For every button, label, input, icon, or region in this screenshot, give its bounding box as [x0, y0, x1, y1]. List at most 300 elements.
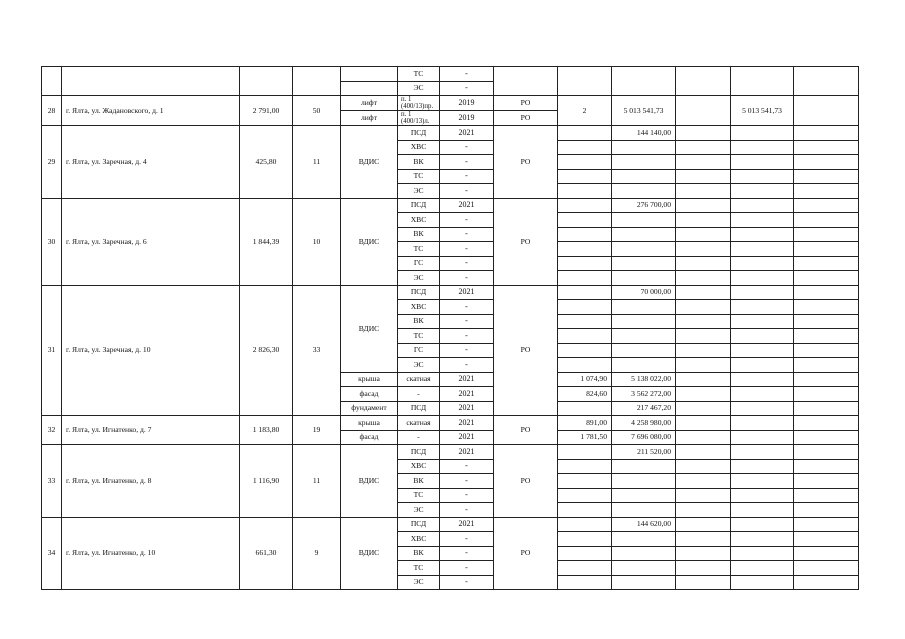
funding-col-2 [731, 155, 794, 170]
funding-col-1 [676, 416, 731, 431]
work-volume [558, 546, 612, 561]
work-year: 2021 [440, 198, 494, 213]
house-address: г. Ялта, ул. Игнатенко, д. 8 [62, 445, 240, 518]
work-volume [558, 561, 612, 576]
funding-col-2 [731, 474, 794, 489]
funding-col-1 [676, 213, 731, 228]
work-cost: 211 520,00 [612, 445, 676, 460]
work-cost [612, 561, 676, 576]
funding-col-3 [794, 445, 859, 460]
work-year: - [440, 140, 494, 155]
work-volume [558, 198, 612, 213]
funding-col-1 [676, 575, 731, 590]
work-cost: 5 138 022,00 [612, 372, 676, 387]
work-subtype: ЭС [398, 575, 440, 590]
funding-col-2 [731, 184, 794, 199]
work-cost [612, 343, 676, 358]
work-volume [558, 358, 612, 373]
house-residents [293, 67, 341, 96]
work-year: - [440, 67, 494, 82]
house-residents: 19 [293, 416, 341, 445]
work-subtype: ЭС [398, 358, 440, 373]
work-subtype: ПСД [398, 401, 440, 416]
table-row [42, 445, 859, 460]
work-subtype: ТС [398, 169, 440, 184]
work-volume [558, 184, 612, 199]
funding-col-1 [676, 546, 731, 561]
funding-col-3 [794, 387, 859, 402]
work-element: ВДИС [341, 198, 398, 285]
work-year: - [440, 227, 494, 242]
work-element: лифт [341, 111, 398, 126]
funding-col-1 [676, 358, 731, 373]
work-cost [612, 358, 676, 373]
work-cost [612, 227, 676, 242]
funding-col-2 [731, 503, 794, 518]
work-subtype: п. 1 (400/13)пр. [398, 96, 440, 111]
funding-col-2 [731, 314, 794, 329]
funding-col-1 [676, 445, 731, 460]
work-method: РО [494, 198, 558, 285]
work-year: - [440, 459, 494, 474]
work-volume [558, 314, 612, 329]
house-area: 1 183,80 [240, 416, 293, 445]
work-volume [558, 285, 612, 300]
work-cost [612, 459, 676, 474]
work-year: 2021 [440, 517, 494, 532]
funding-col-2 [731, 401, 794, 416]
funding-col-1 [676, 503, 731, 518]
work-year: - [440, 329, 494, 344]
work-subtype: ТС [398, 242, 440, 257]
funding-col-2 [731, 169, 794, 184]
work-cost: 217 467,20 [612, 401, 676, 416]
work-cost: 276 700,00 [612, 198, 676, 213]
work-method [494, 67, 558, 96]
funding-col-3 [794, 546, 859, 561]
funding-col-3 [794, 271, 859, 286]
work-year: - [440, 575, 494, 590]
work-year: - [440, 169, 494, 184]
funding-col-2 [731, 198, 794, 213]
funding-col-3 [794, 329, 859, 344]
work-subtype: ХВС [398, 213, 440, 228]
house-address: г. Ялта, ул. Заречная, д. 6 [62, 198, 240, 285]
house-address: г. Ялта, ул. Жадановского, д. 1 [62, 96, 240, 126]
work-element: фасад [341, 430, 398, 445]
work-element [341, 67, 398, 82]
funding-col-2 [731, 271, 794, 286]
funding-col-1 [676, 401, 731, 416]
work-method: РО [494, 445, 558, 518]
work-year: 2021 [440, 372, 494, 387]
house-area: 1 844,39 [240, 198, 293, 285]
work-subtype: ПСД [398, 285, 440, 300]
funding-col-3 [794, 213, 859, 228]
work-cost [612, 213, 676, 228]
work-year: 2021 [440, 401, 494, 416]
funding-col-1 [676, 184, 731, 199]
work-year: - [440, 155, 494, 170]
funding-col-3 [794, 155, 859, 170]
funding-col-2 [731, 416, 794, 431]
work-volume [558, 445, 612, 460]
work-subtype: ЭС [398, 271, 440, 286]
work-element: фундамент [341, 401, 398, 416]
work-subtype: скатная [398, 372, 440, 387]
work-year: - [440, 343, 494, 358]
work-element: ВДИС [341, 445, 398, 518]
funding-col-1 [676, 67, 731, 96]
work-cost [612, 488, 676, 503]
work-volume [558, 300, 612, 315]
funding-col-3 [794, 184, 859, 199]
work-element: лифт [341, 96, 398, 111]
funding-col-3 [794, 96, 859, 126]
work-year: - [440, 213, 494, 228]
work-year: - [440, 314, 494, 329]
work-year: 2019 [440, 96, 494, 111]
work-year: - [440, 81, 494, 96]
work-cost [612, 532, 676, 547]
funding-col-1 [676, 517, 731, 532]
work-subtype: п. 1 (400/13)л. [398, 111, 440, 126]
work-cost [612, 314, 676, 329]
work-element: ВДИС [341, 126, 398, 199]
funding-col-1 [676, 561, 731, 576]
work-volume [558, 532, 612, 547]
funding-col-1 [676, 198, 731, 213]
work-method: РО [494, 517, 558, 590]
house-residents: 11 [293, 445, 341, 518]
work-year: - [440, 184, 494, 199]
funding-col-1 [676, 314, 731, 329]
work-year: 2021 [440, 445, 494, 460]
funding-col-2 [731, 561, 794, 576]
funding-col-3 [794, 358, 859, 373]
work-volume [558, 126, 612, 141]
funding-col-3 [794, 300, 859, 315]
work-cost [612, 184, 676, 199]
work-element: фасад [341, 387, 398, 402]
house-address: г. Ялта, ул. Заречная, д. 4 [62, 126, 240, 199]
funding-col-3 [794, 503, 859, 518]
work-subtype: ГС [398, 256, 440, 271]
work-year: - [440, 488, 494, 503]
funding-col-3 [794, 198, 859, 213]
table-row [42, 285, 859, 300]
funding-col-1 [676, 372, 731, 387]
work-cost [612, 155, 676, 170]
funding-col-2 [731, 126, 794, 141]
work-cost [612, 256, 676, 271]
work-cost [612, 67, 676, 96]
house-number: 28 [42, 96, 62, 126]
work-cost [612, 474, 676, 489]
house-residents: 50 [293, 96, 341, 126]
table-row [42, 198, 859, 213]
work-year: - [440, 546, 494, 561]
work-cost [612, 575, 676, 590]
funding-col-3 [794, 256, 859, 271]
funding-col-2 [731, 329, 794, 344]
work-volume [558, 459, 612, 474]
work-cost: 7 696 080,00 [612, 430, 676, 445]
work-subtype: ХВС [398, 300, 440, 315]
house-area: 2 826,30 [240, 285, 293, 416]
house-number [42, 67, 62, 96]
work-subtype: ХВС [398, 532, 440, 547]
house-area: 2 791,00 [240, 96, 293, 126]
work-volume [558, 213, 612, 228]
work-volume [558, 242, 612, 257]
house-number: 34 [42, 517, 62, 590]
funding-col-2 [731, 213, 794, 228]
work-volume: 891,00 [558, 416, 612, 431]
funding-col-2 [731, 459, 794, 474]
funding-col-1 [676, 256, 731, 271]
funding-col-3 [794, 575, 859, 590]
house-number: 29 [42, 126, 62, 199]
house-residents: 33 [293, 285, 341, 416]
work-cost [612, 300, 676, 315]
house-address: г. Ялта, ул. Игнатенко, д. 7 [62, 416, 240, 445]
house-address [62, 67, 240, 96]
funding-col-1 [676, 488, 731, 503]
funding-col-1 [676, 96, 731, 126]
work-subtype: ПСД [398, 445, 440, 460]
funding-col-2 [731, 256, 794, 271]
work-subtype: ТС [398, 488, 440, 503]
work-element: ВДИС [341, 285, 398, 372]
work-cost: 3 562 272,00 [612, 387, 676, 402]
house-number: 31 [42, 285, 62, 416]
work-cost: 144 620,00 [612, 517, 676, 532]
house-number: 32 [42, 416, 62, 445]
work-volume [558, 474, 612, 489]
table-row [42, 126, 859, 141]
house-residents: 9 [293, 517, 341, 590]
house-residents: 11 [293, 126, 341, 199]
funding-col-2 [731, 285, 794, 300]
work-subtype: ЭС [398, 184, 440, 199]
funding-col-3 [794, 459, 859, 474]
funding-col-1 [676, 300, 731, 315]
work-method: РО [494, 126, 558, 199]
work-subtype: ВК [398, 314, 440, 329]
work-year: - [440, 271, 494, 286]
work-volume [558, 401, 612, 416]
funding-col-1 [676, 532, 731, 547]
work-method: РО [494, 416, 558, 445]
funding-col-1 [676, 227, 731, 242]
work-subtype: ВК [398, 227, 440, 242]
work-year: - [440, 358, 494, 373]
work-cost [612, 242, 676, 257]
funding-col-1 [676, 329, 731, 344]
work-subtype: ТС [398, 329, 440, 344]
work-method: РО [494, 96, 558, 111]
work-subtype: ПСД [398, 126, 440, 141]
funding-col-2 [731, 372, 794, 387]
funding-col-2 [731, 532, 794, 547]
funding-col-2 [731, 430, 794, 445]
funding-col-1 [676, 285, 731, 300]
funding-col-3 [794, 140, 859, 155]
work-cost [612, 271, 676, 286]
work-year: - [440, 532, 494, 547]
work-cost [612, 329, 676, 344]
work-year: - [440, 561, 494, 576]
work-volume [558, 488, 612, 503]
work-element: крыша [341, 416, 398, 431]
work-subtype: ХВС [398, 459, 440, 474]
work-cost: 144 140,00 [612, 126, 676, 141]
work-volume: 2 [558, 96, 612, 126]
funding-col-1 [676, 343, 731, 358]
funding-col-2 [731, 546, 794, 561]
table-row [42, 67, 859, 82]
house-residents: 10 [293, 198, 341, 285]
funding-col-2 [731, 227, 794, 242]
table-row [42, 96, 859, 111]
work-year: - [440, 300, 494, 315]
work-volume [558, 155, 612, 170]
work-year: 2021 [440, 387, 494, 402]
work-cost [612, 169, 676, 184]
work-element [341, 81, 398, 96]
funding-col-2 [731, 242, 794, 257]
work-subtype: ГС [398, 343, 440, 358]
work-year: 2021 [440, 126, 494, 141]
funding-col-2 [731, 358, 794, 373]
house-area: 1 116,90 [240, 445, 293, 518]
house-address: г. Ялта, ул. Игнатенко, д. 10 [62, 517, 240, 590]
funding-col-3 [794, 126, 859, 141]
work-volume [558, 329, 612, 344]
work-cost [612, 546, 676, 561]
funding-col-3 [794, 488, 859, 503]
work-year: - [440, 256, 494, 271]
work-volume [558, 169, 612, 184]
work-volume [558, 256, 612, 271]
work-subtype: ВК [398, 155, 440, 170]
funding-col-1 [676, 126, 731, 141]
funding-col-3 [794, 285, 859, 300]
funding-col-2 [731, 488, 794, 503]
work-subtype: ТС [398, 67, 440, 82]
table-row [42, 416, 859, 431]
house-area [240, 67, 293, 96]
funding-col-2 [731, 575, 794, 590]
work-volume [558, 575, 612, 590]
funding-col-1 [676, 242, 731, 257]
funding-col-1 [676, 459, 731, 474]
funding-col-3 [794, 242, 859, 257]
work-year: 2021 [440, 430, 494, 445]
funding-col-3 [794, 372, 859, 387]
work-element: крыша [341, 372, 398, 387]
work-cost: 5 013 541,73 [612, 96, 676, 126]
work-subtype: ВК [398, 546, 440, 561]
funding-col-3 [794, 416, 859, 431]
funding-col-3 [794, 561, 859, 576]
work-subtype: ЭС [398, 81, 440, 96]
house-area: 661,30 [240, 517, 293, 590]
work-subtype: ПСД [398, 517, 440, 532]
funding-col-3 [794, 314, 859, 329]
work-element: ВДИС [341, 517, 398, 590]
funding-col-3 [794, 517, 859, 532]
work-volume [558, 517, 612, 532]
funding-col-3 [794, 67, 859, 96]
funding-col-1 [676, 271, 731, 286]
funding-col-2 [731, 67, 794, 96]
work-cost: 4 258 980,00 [612, 416, 676, 431]
work-method: РО [494, 285, 558, 416]
work-year: - [440, 474, 494, 489]
work-year: - [440, 242, 494, 257]
work-subtype: ТС [398, 561, 440, 576]
work-cost: 70 000,00 [612, 285, 676, 300]
funding-col-2: 5 013 541,73 [731, 96, 794, 126]
funding-col-1 [676, 430, 731, 445]
work-volume: 1 074,90 [558, 372, 612, 387]
funding-col-1 [676, 474, 731, 489]
funding-col-2 [731, 517, 794, 532]
table-row [42, 517, 859, 532]
work-volume [558, 67, 612, 96]
work-volume: 1 781,50 [558, 430, 612, 445]
funding-col-3 [794, 401, 859, 416]
work-subtype: ВК [398, 474, 440, 489]
funding-col-2 [731, 343, 794, 358]
repair-program-table [41, 66, 859, 590]
funding-col-1 [676, 169, 731, 184]
work-subtype: ХВС [398, 140, 440, 155]
funding-col-3 [794, 474, 859, 489]
house-number: 33 [42, 445, 62, 518]
work-year: 2021 [440, 416, 494, 431]
work-subtype: - [398, 387, 440, 402]
work-year: 2019 [440, 111, 494, 126]
scanned-page [41, 66, 858, 590]
work-cost [612, 140, 676, 155]
funding-col-3 [794, 343, 859, 358]
house-address: г. Ялта, ул. Заречная, д. 10 [62, 285, 240, 416]
funding-col-2 [731, 387, 794, 402]
funding-col-1 [676, 387, 731, 402]
work-volume [558, 503, 612, 518]
work-cost [612, 503, 676, 518]
funding-col-3 [794, 532, 859, 547]
funding-col-2 [731, 300, 794, 315]
funding-col-2 [731, 140, 794, 155]
funding-col-2 [731, 445, 794, 460]
funding-col-3 [794, 227, 859, 242]
work-subtype: ПСД [398, 198, 440, 213]
work-volume: 824,60 [558, 387, 612, 402]
work-volume [558, 227, 612, 242]
funding-col-3 [794, 169, 859, 184]
work-subtype: - [398, 430, 440, 445]
work-method: РО [494, 111, 558, 126]
work-year: - [440, 503, 494, 518]
house-area: 425,80 [240, 126, 293, 199]
funding-col-1 [676, 140, 731, 155]
house-number: 30 [42, 198, 62, 285]
work-year: 2021 [440, 285, 494, 300]
